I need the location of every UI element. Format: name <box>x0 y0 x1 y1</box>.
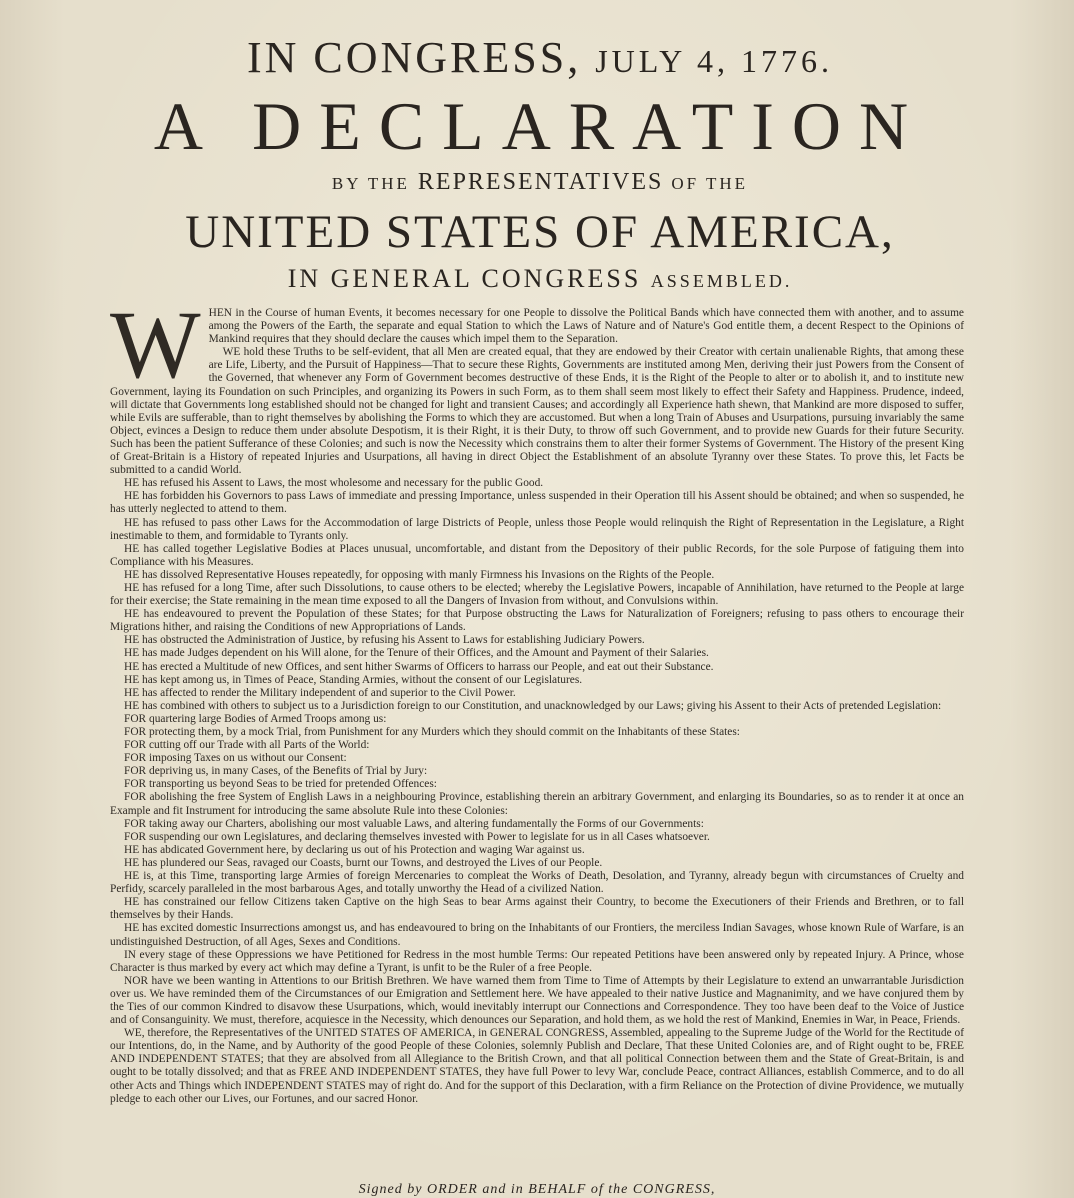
heading-congress-date <box>110 30 970 89</box>
heading-united-states: UNITED STATES OF AMERICA, <box>185 206 895 258</box>
paragraph: HE has called together Legislative Bodies at Places unusual, uncomfortable, and distant from the Depository of their public Records, for the sole Purpose of fatiguing them into Compliance with his Measures. <box>110 542 964 568</box>
paragraph: HE has abdicated Government here, by declaring us out of his Protection and waging War against us. <box>124 843 585 856</box>
heading-assembled: ASSEMBLED. <box>650 271 793 291</box>
paragraph: FOR taking away our Charters, abolishing our most valuable Laws, and altering fundamentally the Forms of our Governments: <box>124 817 704 830</box>
paragraph: HE has refused to pass other Laws for the Accommodation of large Districts of People, unless those People would relinquish the Right of Representation in the Legislature, a Right inestimable to them, and formidable to Tyrants only. <box>110 516 964 542</box>
paragraph: HE has dissolved Representative Houses repeatedly, for opposing with manly Firmness his Invasions on the Rights of the People. <box>124 568 715 581</box>
paragraph: HE has obstructed the Administration of Justice, by refusing his Assent to Laws for establishing Judiciary Powers. <box>124 634 645 647</box>
paragraph: HE is, at this Time, transporting large Armies of foreign Mercenaries to compleat the Works of Death, Desolation, and Tyranny, already begun with circumstances of Cruelty and Perfidy, scarcely paralleled in the most barbarous Ages, and totally unworthy the Head of a civilized Nation. <box>110 870 964 896</box>
title-block <box>110 30 970 297</box>
declaration-body <box>110 291 964 1106</box>
paragraph: HE has forbidden his Governors to pass Laws of immediate and pressing Importance, unless suspended in their Operation till his Assent should be obtained; and when so suspended, he has utterly neglected to attend to them. <box>110 490 964 516</box>
paragraph: FOR suspending our own Legislatures, and declaring themselves invested with Power to legislate for us in all Cases whatsoever. <box>124 830 710 843</box>
drop-cap: W <box>110 291 201 398</box>
paragraph: HE has endeavoured to prevent the Population of these States; for that Purpose obstructing the Laws for Naturalization of Foreigners; refusing to pass others to encourage their Migrations hither, and raising the Conditions of new Appropriations of Lands. <box>110 608 964 634</box>
heading-declaration: A DECLARATION <box>153 88 927 164</box>
paragraph: HEN in the Course of human Events, it becomes necessary for one People to dissolve the Political Bands which have connected them with another, and to assume among the Powers of the Earth, the separate and equal Station to which the Laws of Nature and of Nature's God entitle them, a decent Respect to the Opinions of Mankind requires that they should declare the causes which impel them to the Separation. <box>208 307 964 346</box>
heading-date: JULY 4, 1776. <box>595 43 834 79</box>
heading-representatives <box>110 167 970 199</box>
paragraph: FOR abolishing the free System of English Laws in a neighbouring Province, establishing therein an arbitrary Government, and enlarging its Boundaries, so as to render it at once an Example and fit Instrument for introducing the same absolute Rule into these Colonies: <box>110 791 964 817</box>
paragraph: FOR quartering large Bodies of Armed Troops among us: <box>124 712 387 725</box>
paragraph: FOR transporting us beyond Seas to be tried for pretended Offences: <box>124 778 437 791</box>
heading-representatives-word: REPRESENTATIVES <box>417 169 664 195</box>
paragraph: WE hold these Truths to be self-evident, that all Men are created equal, that they are endowed by their Creator with certain unalienable Rights, that among these are Life, Liberty, and the Pursuit of Happiness—That to secure these Rights, Governments are instituted among Men, deriving their just Powers from the Consent of the Governed, that whenever any Form of Government becomes destructive of these Ends, it is the Right of the People to alter or to abolish it, and to institute new Government, laying its Foundation on such Principles, and organizing its Powers in such Form, as to them shall seem most likely to effect their Safety and Happiness. Prudence, indeed, will dictate that Governments long established should not be changed for light and transient Causes; and accordingly all Experience hath shewn, that Mankind are more disposed to suffer, while Evils are sufferable, than to right themselves by abolishing the Forms to which they are accustomed. But when a long Train of Abuses and Usurpations, pursuing invariably the same Object, evinces a Design to reduce them under absolute Despotism, it is their Right, it is their Duty, to throw off such Government, and to provide new Guards for their future Security. Such has been the patient Sufferance of these Colonies; and such is now the Necessity which constrains them to alter their former Systems of Government. The History of the present King of Great-Britain is a History of repeated Injuries and Usurpations, all having in direct Object the Establishment of an absolute Tyranny over these States. To prove this, let Facts be submitted to a candid World. <box>110 346 964 477</box>
paragraph: IN every stage of these Oppressions we have Petitioned for Redress in the most humble Terms: Our repeated Petitions have been answered only by repeated Injury. A Prince, whose Character is thus marked by every act which may define a Tyrant, is unfit to be the Ruler of a free People. <box>110 948 964 974</box>
paragraph: HE has combined with others to subject us to a Jurisdiction foreign to our Constitution, and unacknowledged by our Laws; giving his Assent to their Acts of pretended Legislation: <box>124 699 942 712</box>
paragraph: HE has kept among us, in Times of Peace, Standing Armies, without the consent of our Legislatures. <box>124 673 583 686</box>
paragraph: HE has affected to render the Military independent of and superior to the Civil Power. <box>124 686 516 699</box>
paragraph: HE has refused for a long Time, after such Dissolutions, to cause others to be elected; whereby the Legislative Powers, incapable of Annihilation, have returned to the People at large for their exercise; the State remaining in the mean time exposed to all the Dangers of Invasion from without, and Convulsions within. <box>110 581 964 608</box>
paragraph: FOR imposing Taxes on us without our Consent: <box>124 752 347 765</box>
paragraph: HE has excited domestic Insurrections amongst us, and has endeavoured to bring on the Inhabitants of our Frontiers, the merciless Indian Savages, whose known Rule of Warfare, is an undistinguished Destruction, of all Ages, Sexes and Conditions. <box>110 922 964 948</box>
heading-general-congress-words: IN GENERAL CONGRESS <box>287 264 642 293</box>
paragraph: HE has refused his Assent to Laws, the most wholesome and necessary for the public Good. <box>124 477 544 490</box>
heading-general-congress <box>110 263 970 297</box>
heading-of-the: OF THE <box>671 174 749 193</box>
heading-congress: IN CONGRESS, <box>246 33 582 82</box>
paragraph: HE has plundered our Seas, ravaged our Coasts, burnt our Towns, and destroyed the Lives of our People. <box>124 856 603 869</box>
signed-line: Signed by ORDER and in BEHALF of the CONGRESS, <box>358 1182 716 1197</box>
paragraph: HE has erected a Multitude of new Offices, and sent hither Swarms of Officers to harrass our People, and eat out their Substance. <box>124 660 714 673</box>
paragraph: FOR cutting off our Trade with all Parts of the World: <box>124 739 370 752</box>
heading-by-the: BY THE <box>331 174 410 193</box>
paragraph: FOR protecting them, by a mock Trial, from Punishment for any Murders which they should commit on the Inhabitants of these States: <box>124 726 740 738</box>
paragraph: WE, therefore, the Representatives of the UNITED STATES OF AMERICA, in GENERAL CONGRESS, Assembled, appealing to the Supreme Judge of the World for the Rectitude of our Intentions, do, in the Name, and by Authority of the good People of these Colonies, solemnly Publish and Declare, That these United Colonies are, and of Right ought to be, FREE AND INDEPENDENT STATES; that they are absolved from all Allegiance to the British Crown, and that all political Connection between them and the State of Great-Britain, is and ought to be totally dissolved; and that as FREE AND INDEPENDENT STATES, they have full Power to levy War, conclude Peace, contract Alliances, establish Commerce, and to do all other Acts and Things which INDEPENDENT STATES may of right do. And for the support of this Declaration, with a firm Reliance on the Protection of divine Providence, we mutually pledge to each other our Lives, our Fortunes, and our sacred Honor. <box>110 1027 964 1105</box>
paragraph: HE has constrained our fellow Citizens taken Captive on the high Seas to bear Arms against their Country, to become the Executioners of their Friends and Brethren, or to fall themselves by their Hands. <box>110 896 964 922</box>
paragraph: FOR depriving us, in many Cases, of the Benefits of Trial by Jury: <box>124 765 428 778</box>
paragraph: HE has made Judges dependent on his Will alone, for the Tenure of their Offices, and the Amount and Payment of their Salaries. <box>124 647 709 660</box>
paragraph: NOR have we been wanting in Attentions to our British Brethren. We have warned them from Time to Time of Attempts by their Legislature to extend an unwarrantable Jurisdiction over us. We have reminded them of the Circumstances of our Emigration and Settlement here. We have appealed to their native Justice and Magnanimity, and we have conjured them by the Ties of our common Kindred to disavow these Usurpations, which, would inevitably interrupt our Connections and Correspondence. They too have been deaf to the Voice of Justice and of Consanguinity. We must, therefore, acquiesce in the Necessity, which denounces our Separation, and hold them, as we hold the rest of Mankind, Enemies in War, in Peace, Friends. <box>110 974 964 1027</box>
